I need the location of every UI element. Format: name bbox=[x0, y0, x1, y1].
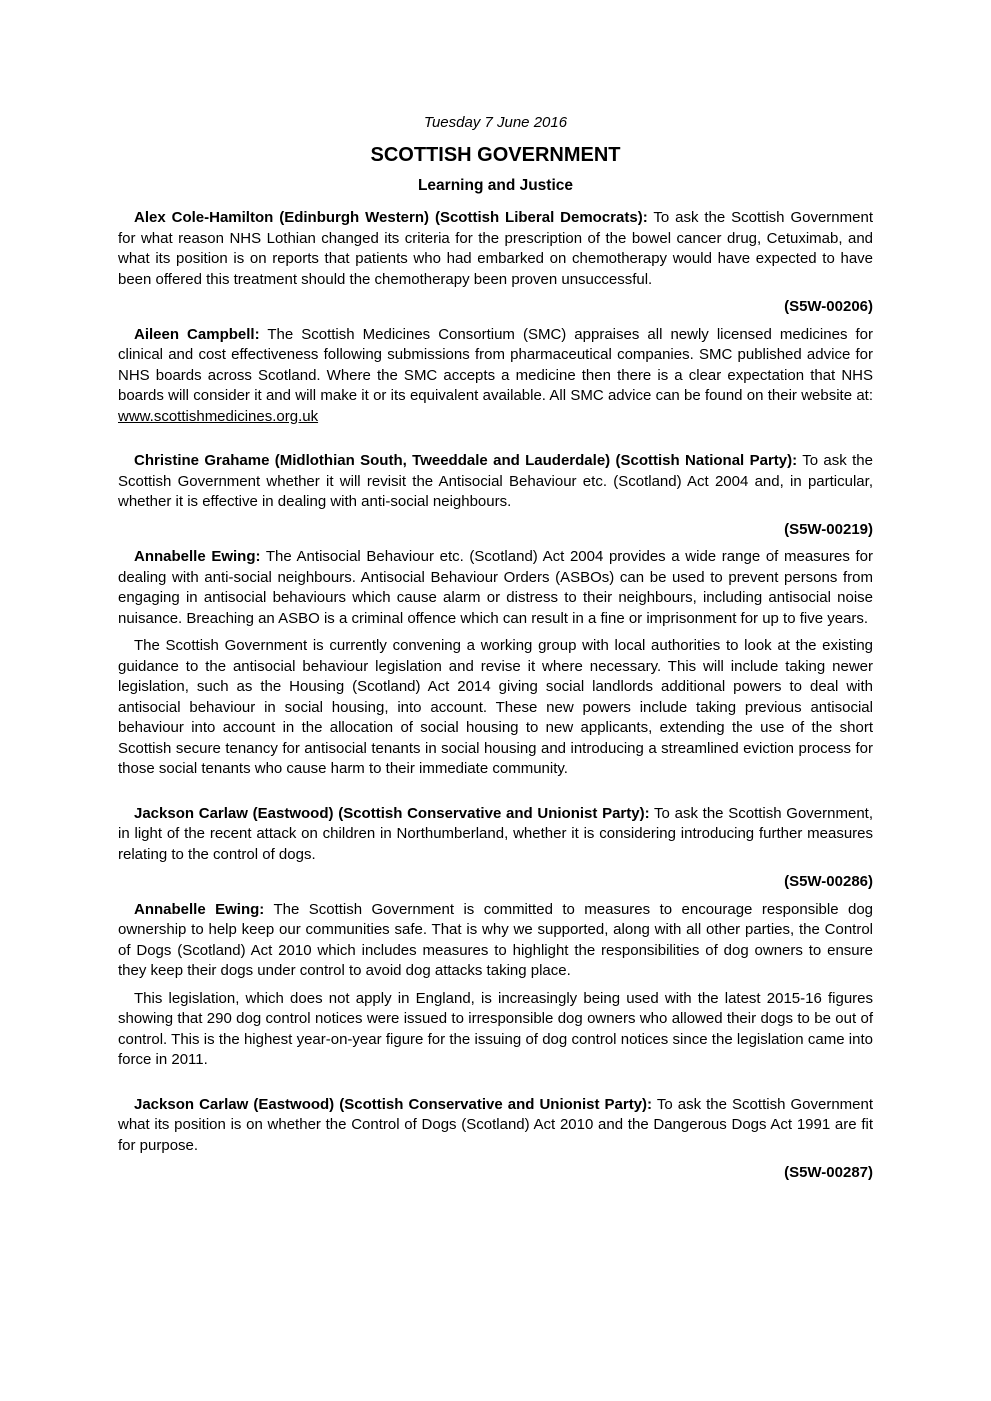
answer-paragraph-2: The Scottish Government is currently convening a working group with local authorities to look at the existing guidance to the antisocial behaviour legislation and revise it where necessary. This will include taking newer legislation, such as the Housing (Scotland) Act 2014 giving social landlords additional powers to deal with antisocial behaviour in social housing, into account. These new powers include taking previous antisocial behaviour into account in the allocation of social housing to new applicants, extending the use of the short Scottish secure tenancy for antisocial tenants in social housing and introducing a streamlined eviction process for those social tenants who cause harm to their immediate community. bbox=[118, 637, 873, 777]
question-text: To ask the Scottish Government, in light of the recent attack on children in Northumberland, whether it is considering introducing further measures relating to the control of dogs. bbox=[118, 804, 874, 863]
question-speaker: Christine Grahame (Midlothian South, Tweeddale and Lauderdale) (Scottish National Party): bbox=[134, 452, 798, 469]
question-speaker: Jackson Carlaw (Eastwood) (Scottish Conservative and Unionist Party): bbox=[134, 1095, 653, 1113]
question-entry bbox=[118, 1095, 873, 1184]
question-ref: (S5W-00286) bbox=[784, 873, 873, 890]
question-paragraph bbox=[118, 1095, 873, 1157]
question-entry bbox=[118, 208, 873, 318]
answer-speaker: Annabelle Ewing: bbox=[134, 900, 265, 918]
question-ref: (S5W-00287) bbox=[784, 1164, 873, 1181]
question-speaker: Alex Cole-Hamilton (Edinburgh Western) (Scottish Liberal Democrats): bbox=[134, 209, 648, 226]
smc-website-link[interactable]: www.scottishmedicines.org.uk bbox=[118, 407, 319, 425]
answer-paragraph-2: This legislation, which does not apply in England, is increasingly being used with the latest 2015-16 figures showing that 290 dog control notices were issued to irresponsible dog owners who allowed their dogs to be out of control. This is the highest year-on-year figure for the issuing of dog control notices since the legislation came into force in 2011. bbox=[118, 989, 873, 1068]
document-date: Tuesday 7 June 2016 bbox=[423, 114, 568, 131]
answer-entry bbox=[118, 547, 873, 780]
answer-entry bbox=[118, 325, 873, 428]
question-paragraph bbox=[118, 451, 873, 513]
section-heading: Learning and Justice bbox=[417, 176, 574, 194]
question-ref: (S5W-00219) bbox=[784, 520, 873, 538]
question-entry bbox=[118, 804, 873, 893]
question-entry bbox=[118, 451, 873, 540]
question-text: To ask the Scottish Government what its position is on whether the Control of Dogs (Scotland) Act 2010 and the Dangerous Dogs Act 1991 are fit for purpose. bbox=[118, 1095, 874, 1154]
answer-speaker: Aileen Campbell: bbox=[134, 325, 260, 343]
answer-text: The Scottish Medicines Consortium (SMC) appraises all newly licensed medicines for clinical and cost effectiveness following submissions from pharmaceutical companies. SMC published advice for NHS boards across Scotland. Where the SMC accepts a medicine then there is a clear expectation that NHS boards will consider it and will make it or its equivalent available. All SMC advice can be found on their website at: bbox=[118, 325, 873, 404]
answer-paragraph bbox=[118, 547, 873, 629]
answer-text: The Scottish Government is committed to measures to encourage responsible dog ownership to help keep our communities safe. That is why we supported, along with all other parties, the Control of Dogs (Scotland) Act 2010 which includes measures to highlight the responsibilities of dog owners to ensure they keep their dogs under control to avoid dog attacks taking place. bbox=[118, 900, 873, 979]
answer-paragraph bbox=[118, 900, 873, 982]
question-text: To ask the Scottish Government whether it will revisit the Antisocial Behaviour etc. (Scotland) Act 2004 and, in particular, whether it is effective in dealing with anti-social neighbours. bbox=[118, 452, 873, 510]
document-title: SCOTTISH GOVERNMENT bbox=[370, 143, 621, 166]
question-ref: (S5W-00206) bbox=[784, 298, 873, 315]
answer-speaker: Annabelle Ewing: bbox=[134, 548, 261, 565]
question-paragraph bbox=[118, 208, 873, 290]
answer-text: The Antisocial Behaviour etc. (Scotland) Act 2004 provides a wide range of measures for dealing with anti-social neighbours. Antisocial Behaviour Orders (ASBOs) can be used to prevent persons from engaging in antisocial behaviours which cause alarm or distress to their neighbours, including antisocial noise nuisance. Breaching an ASBO is a criminal offence which can result in a fine or imprisonment for up to five years. bbox=[118, 548, 873, 627]
answer-entry bbox=[118, 900, 873, 1071]
question-text: To ask the Scottish Government for what reason NHS Lothian changed its criteria for the prescription of the bowel cancer drug, Cetuximab, and what its position is on reports that patients who had embarked on chemotherapy would have expected to have been offered this treatment should the chemotherapy been proven unsuccessful. bbox=[118, 209, 873, 288]
answer-paragraph bbox=[118, 325, 873, 428]
question-speaker: Jackson Carlaw (Eastwood) (Scottish Conservative and Unionist Party): bbox=[134, 804, 650, 822]
question-paragraph bbox=[118, 804, 873, 866]
